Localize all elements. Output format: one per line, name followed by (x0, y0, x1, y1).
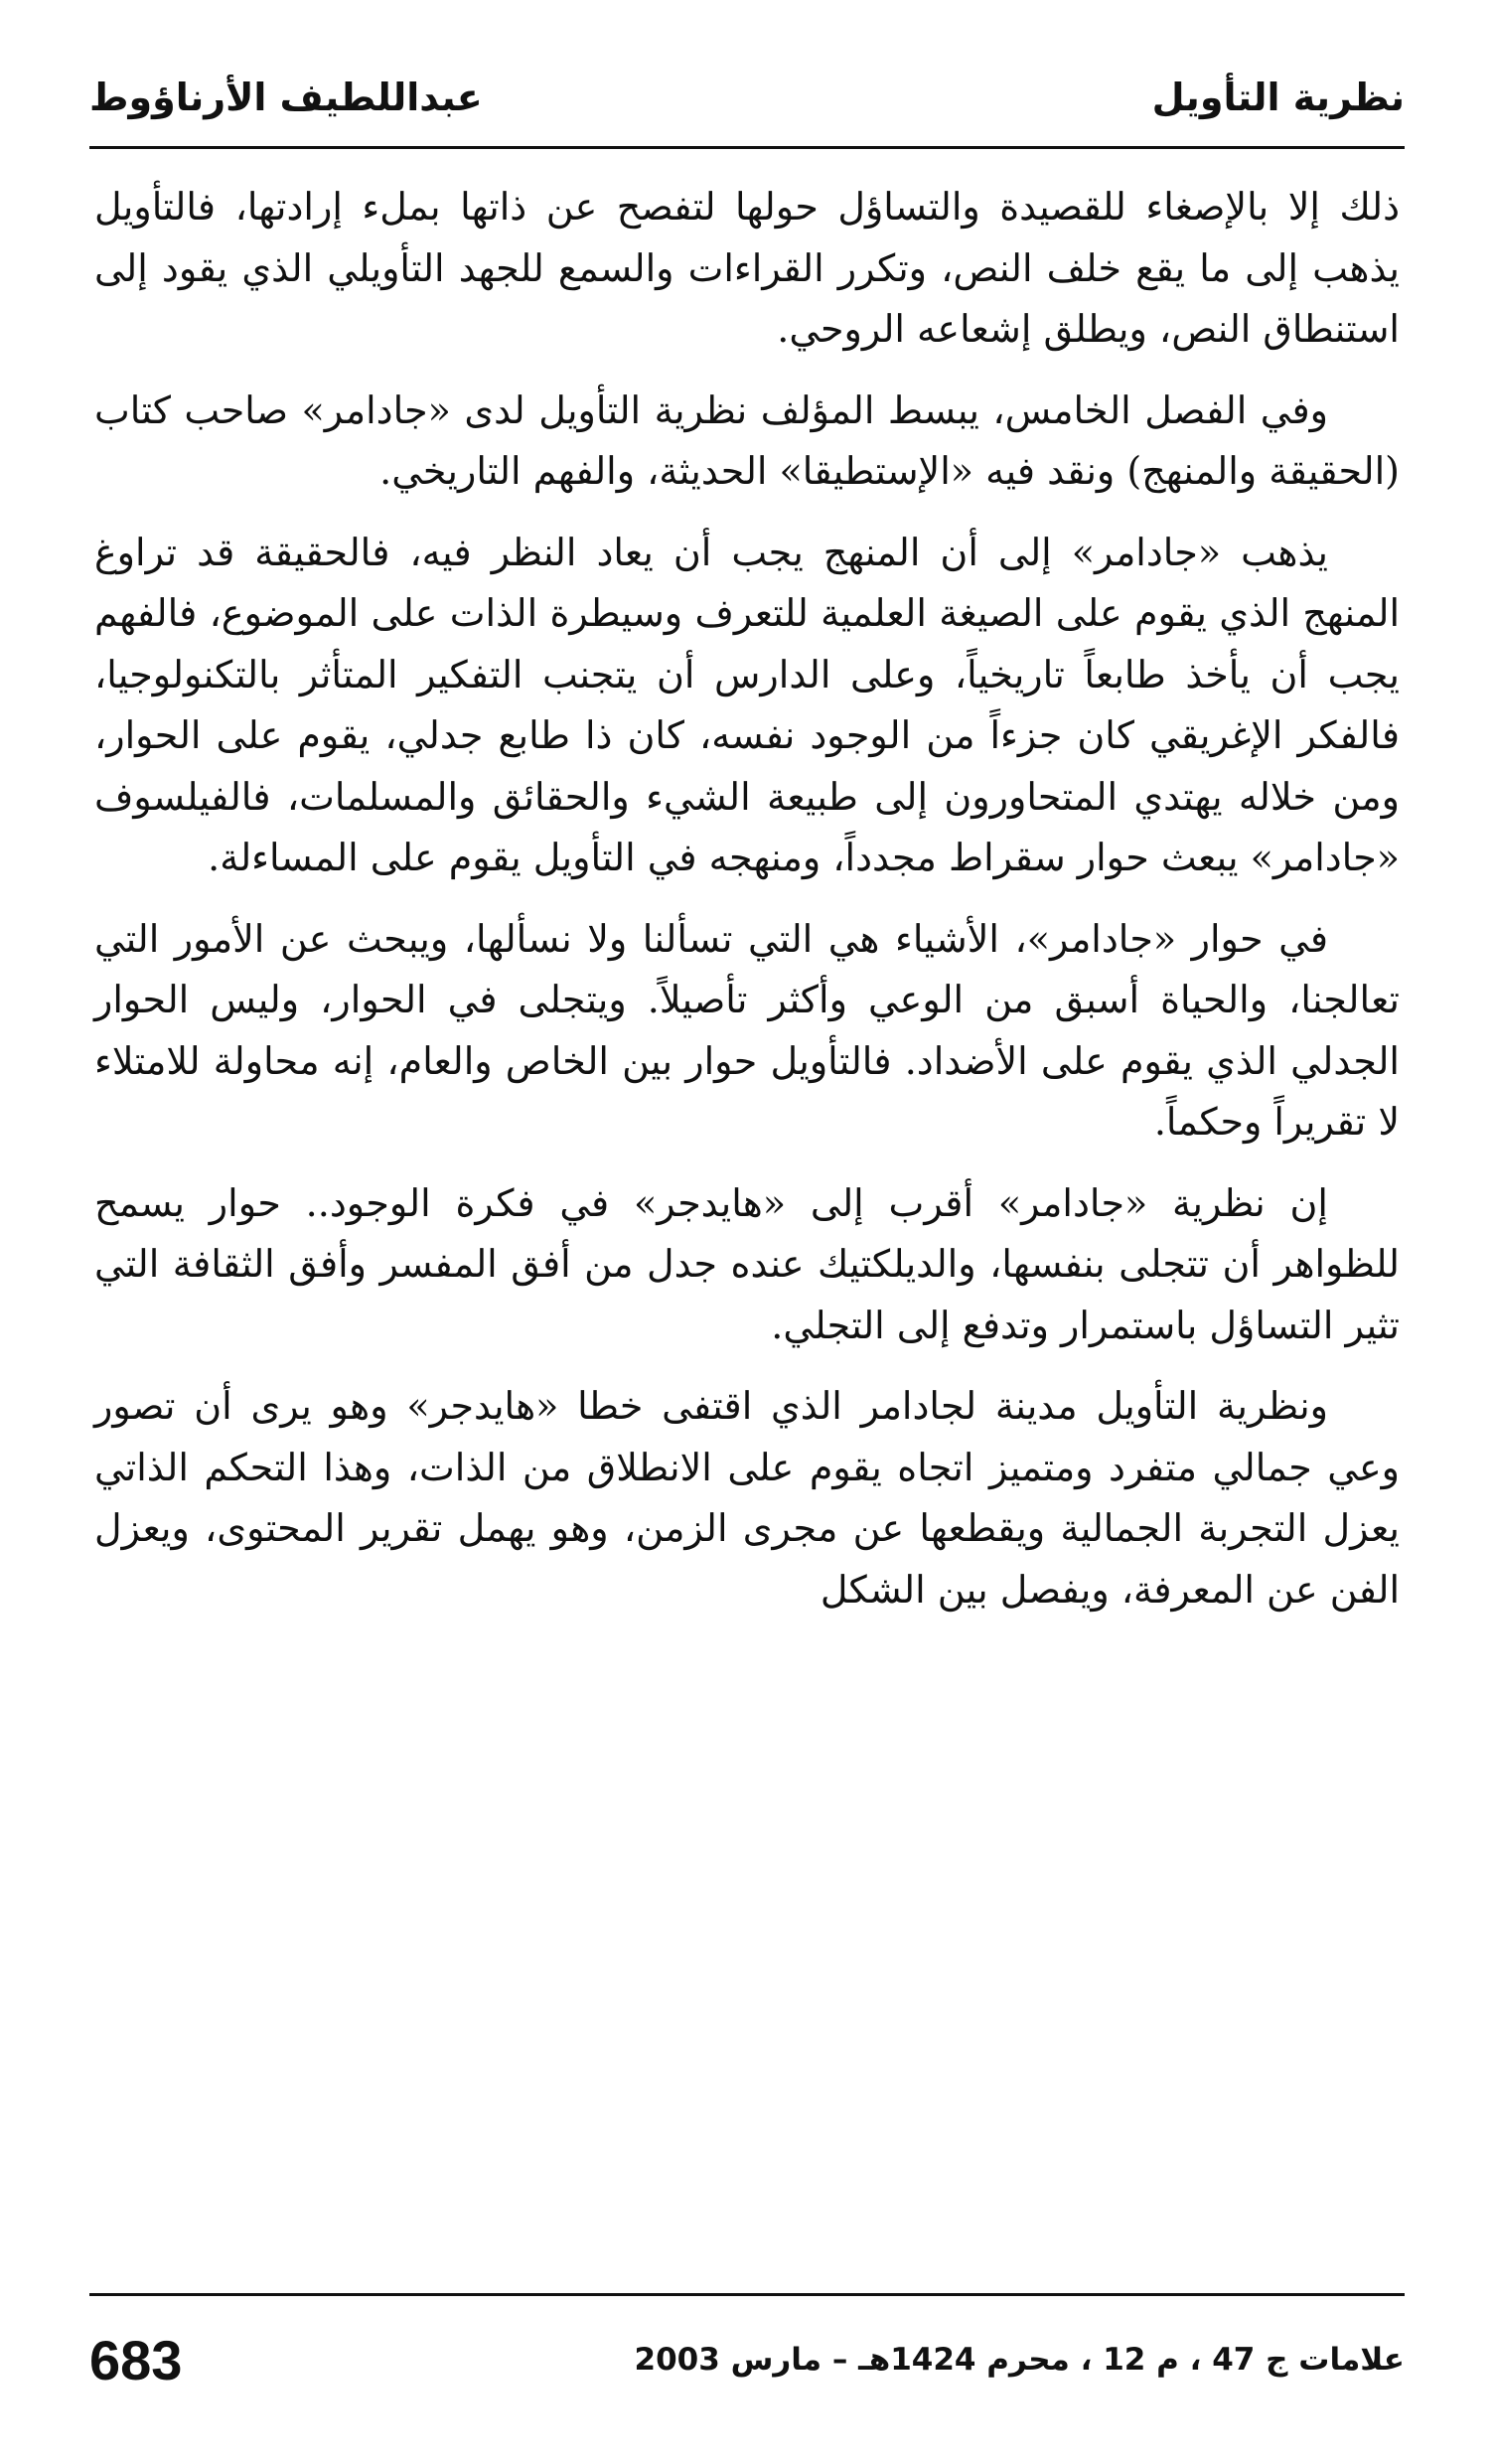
header-author: عبداللطيف الأرناؤوط (89, 76, 483, 119)
running-header (89, 58, 1405, 137)
paragraph-6: ونظرية التأويل مدينة لجادامر الذي اقتفى خطا «هايدجر» وهو يرى أن تصور وعي جمالي متفرد ومتميز اتجاه يقوم على الانطلاق من الذات، وهذا التحكم الذاتي يعزل التجربة الجمالية ويقطعها عن مجرى الزمن، وهو يهمل تقرير المحتوى، ويعزل الفن عن المعرفة، ويفصل بين الشكل (94, 1384, 1400, 1612)
paragraph-1: ذلك إلا بالإصغاء للقصيدة والتساؤل حولها لتفصح عن ذاتها بملء إرادتها، فالتأويل يذهب إلى ما يقع خلف النص، وتكرر القراءات والسمع للجهد التأويلي الذي يقود إلى استنطاق النص، ويطلق إشعاعه الروحي. (94, 185, 1400, 351)
header-title: نظرية التأويل (1151, 76, 1405, 119)
paragraph-4: في حوار «جادامر»، الأشياء هي التي تسألنا ولا نسألها، ويبحث عن الأمور التي تعالجنا، والحياة أسبق من الوعي وأكثر تأصيلاً. ويتجلى في الحوار، وليس الحوار الجدلي الذي يقوم على الأضداد. فالتأويل حوار بين الخاص والعام، إنه محاولة للامتلاء لا تقريراً وحكماً. (94, 916, 1400, 1144)
running-footer (89, 2315, 1405, 2404)
paragraph-5: إن نظرية «جادامر» أقرب إلى «هايدجر» في فكرة الوجود.. حوار يسمح للظواهر أن تتجلى بنفسها، والديلكتيك عنده جدل من أفق المفسر وأفق الثقافة التي تثير التساؤل باستمرار وتدفع إلى التجلي. (94, 1180, 1400, 1347)
footer-citation: علامات ج 47 ، م 12 ، محرم 1424هـ – مارس 2003 (634, 2342, 1405, 2378)
paragraph-2: وفي الفصل الخامس، يبسط المؤلف نظرية التأويل لدى «جادامر» صاحب كتاب (الحقيقة والمنهج) ونقد فيه «الإستطيقا» الحديثة، والفهم التاريخي. (94, 387, 1400, 493)
footer-divider (89, 2293, 1405, 2296)
paragraph-3: يذهب «جادامر» إلى أن المنهج يجب أن يعاد النظر فيه، فالحقيقة قد تراوغ المنهج الذي يقوم على الصيغة العلمية للتعرف وسيطرة الذات على الموضوع، فالفهم يجب أن يأخذ طابعاً تاريخياً، وعلى الدارس أن يتجنب التفكير المتأثر بالتكنولوجيا، فالفكر الإغريقي كان جزءاً من الوجود نفسه، كان ذا طابع جدلي، يقوم على الحوار، ومن خلاله يهتدي المتحاورون إلى طبيعة الشيء والحقائق والمسلمات، فالفيلسوف «جادامر» يبعث حوار سقراط مجدداً، ومنهجه في التأويل يقوم على المساءلة. (94, 530, 1400, 879)
page-number: 683 (89, 2328, 183, 2391)
header-divider (89, 146, 1405, 149)
body-text (94, 177, 1400, 1640)
